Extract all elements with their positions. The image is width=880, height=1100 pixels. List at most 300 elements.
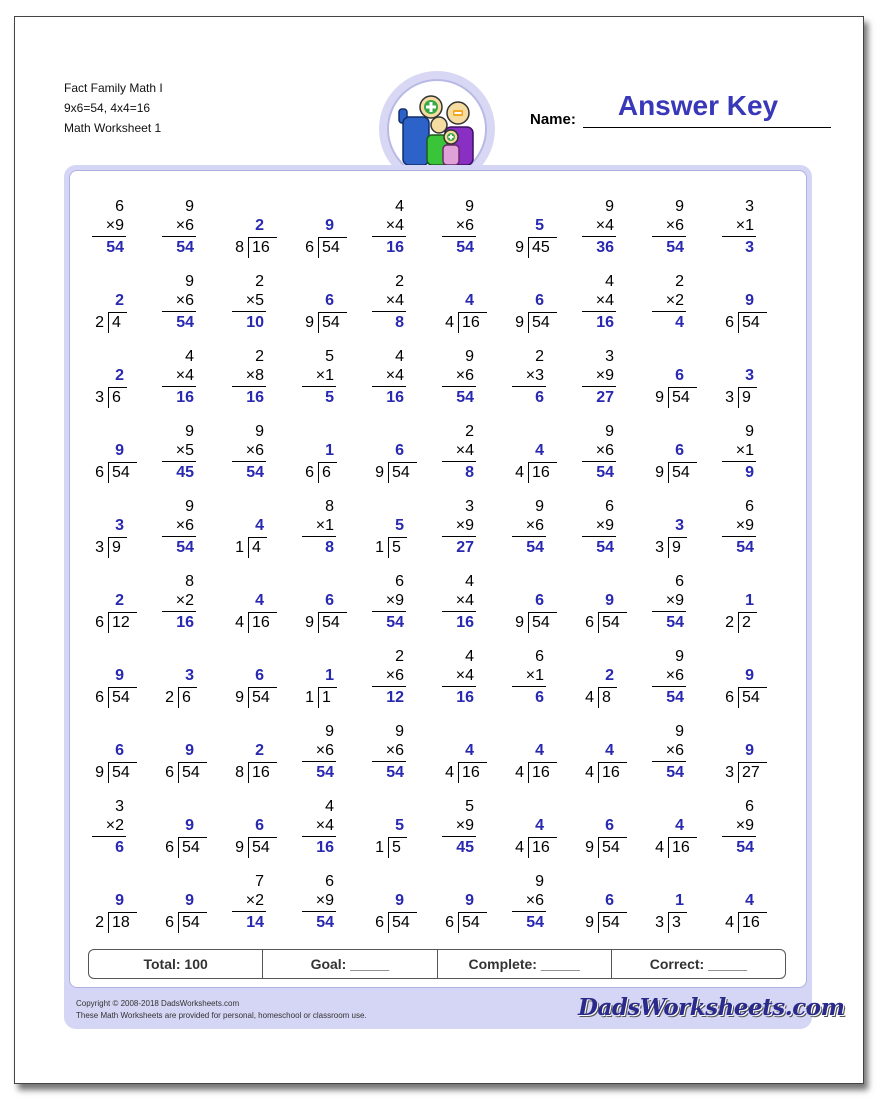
problem (500, 872, 570, 934)
multiplicand: 4 (395, 198, 404, 215)
problem (640, 347, 710, 409)
problem (290, 647, 360, 709)
product-answer: 54 (666, 764, 684, 781)
answer-rule (372, 686, 406, 687)
problem (640, 722, 710, 784)
dividend: 6 (322, 464, 331, 481)
problem (570, 272, 640, 334)
multiplicand: 4 (325, 798, 334, 815)
problem (290, 347, 360, 409)
divisor: 3 (725, 389, 734, 406)
answer-rule (92, 836, 126, 837)
product-answer: 16 (176, 614, 194, 631)
product-answer: 6 (115, 839, 124, 856)
multiplier: ×6 (595, 442, 614, 459)
quotient-answer: 6 (535, 592, 544, 609)
multiplier: ×6 (175, 292, 194, 309)
dividend: 54 (182, 914, 200, 931)
problem (500, 347, 570, 409)
dividend: 54 (182, 839, 200, 856)
problem (500, 797, 570, 859)
product-answer: 4 (675, 314, 684, 331)
divisor: 6 (585, 614, 594, 631)
answer-rule (582, 536, 616, 537)
dividend: 54 (602, 614, 620, 631)
fact-family-people-icon (397, 91, 477, 167)
multiplier: ×2 (175, 592, 194, 609)
problem (710, 272, 780, 334)
answer-rule (722, 536, 756, 537)
dividend: 16 (672, 839, 690, 856)
problem (220, 647, 290, 709)
multiplicand: 6 (535, 648, 544, 665)
problem (220, 347, 290, 409)
answer-rule (372, 311, 406, 312)
problem (570, 497, 640, 559)
multiplicand: 9 (675, 648, 684, 665)
problem (290, 497, 360, 559)
answer-rule (512, 386, 546, 387)
problem (430, 722, 500, 784)
multiplier: ×4 (455, 667, 474, 684)
problem (150, 647, 220, 709)
multiplier: ×4 (385, 217, 404, 234)
problem (570, 797, 640, 859)
problem (290, 872, 360, 934)
problem (150, 497, 220, 559)
divisor: 4 (585, 764, 594, 781)
answer-rule (512, 686, 546, 687)
dividend: 9 (742, 389, 751, 406)
dividend: 54 (462, 914, 480, 931)
quotient-answer: 4 (255, 517, 264, 534)
divisor: 3 (95, 539, 104, 556)
answer-rule (722, 461, 756, 462)
problem (640, 572, 710, 634)
divisor: 3 (725, 764, 734, 781)
divisor: 4 (515, 764, 524, 781)
divisor: 4 (515, 464, 524, 481)
answer-key-label: Answer Key (617, 90, 779, 121)
problem (570, 422, 640, 484)
multiplicand: 2 (535, 348, 544, 365)
multiplier: ×4 (175, 367, 194, 384)
answer-rule (512, 911, 546, 912)
divisor: 9 (515, 239, 524, 256)
multiplicand: 3 (605, 348, 614, 365)
quotient-answer: 6 (115, 742, 124, 759)
quotient-answer: 9 (115, 442, 124, 459)
problem (290, 722, 360, 784)
product-answer: 54 (596, 539, 614, 556)
problem (570, 722, 640, 784)
divisor: 6 (305, 464, 314, 481)
multiplier: ×6 (665, 217, 684, 234)
problem (360, 497, 430, 559)
problem (430, 422, 500, 484)
answer-rule (442, 386, 476, 387)
quotient-answer: 2 (605, 667, 614, 684)
divisor: 4 (655, 839, 664, 856)
problem (220, 572, 290, 634)
quotient-answer: 5 (535, 217, 544, 234)
product-answer: 6 (535, 689, 544, 706)
dividend: 54 (252, 839, 270, 856)
quotient-answer: 2 (115, 292, 124, 309)
multiplier: ×6 (665, 742, 684, 759)
divisor: 2 (725, 614, 734, 631)
product-answer: 45 (456, 839, 474, 856)
problem (150, 197, 220, 259)
quotient-answer: 2 (115, 367, 124, 384)
multiplicand: 6 (745, 798, 754, 815)
problem (290, 797, 360, 859)
divisor: 9 (655, 464, 664, 481)
problem (80, 572, 150, 634)
divisor: 2 (165, 689, 174, 706)
product-answer: 6 (535, 389, 544, 406)
problem (500, 497, 570, 559)
answer-rule (652, 686, 686, 687)
problem (710, 872, 780, 934)
multiplicand: 6 (675, 573, 684, 590)
multiplier: ×2 (665, 292, 684, 309)
dividend: 54 (322, 614, 340, 631)
divisor: 4 (515, 839, 524, 856)
goal-field[interactable]: Goal: _____ (263, 950, 437, 978)
score-bar (88, 949, 786, 979)
quotient-answer: 4 (255, 592, 264, 609)
problem (500, 647, 570, 709)
correct-field[interactable]: Correct: _____ (649, 956, 748, 972)
divisor: 6 (95, 614, 104, 631)
product-answer: 27 (456, 539, 474, 556)
product-answer: 8 (395, 314, 404, 331)
problem (80, 872, 150, 934)
problem (430, 272, 500, 334)
dividend: 16 (532, 839, 550, 856)
multiplicand: 9 (185, 423, 194, 440)
multiplier: ×6 (665, 667, 684, 684)
quotient-answer: 6 (325, 292, 334, 309)
dividend: 9 (672, 539, 681, 556)
dividend: 2 (742, 614, 751, 631)
multiplicand: 9 (185, 498, 194, 515)
multiplicand: 6 (745, 498, 754, 515)
product-answer: 54 (386, 764, 404, 781)
multiplier: ×4 (595, 217, 614, 234)
product-answer: 45 (176, 464, 194, 481)
divisor: 1 (375, 839, 384, 856)
problem (360, 347, 430, 409)
quotient-answer: 6 (395, 442, 404, 459)
multiplier: ×2 (245, 892, 264, 909)
answer-rule (652, 311, 686, 312)
divisor: 9 (585, 839, 594, 856)
quotient-answer: 4 (675, 817, 684, 834)
quotient-answer: 9 (745, 292, 754, 309)
answer-rule (232, 386, 266, 387)
quotient-answer: 6 (325, 592, 334, 609)
quotient-answer: 9 (465, 892, 474, 909)
answer-rule (582, 311, 616, 312)
quotient-answer: 6 (255, 817, 264, 834)
dividend: 16 (532, 764, 550, 781)
problem (150, 797, 220, 859)
dividend: 54 (672, 464, 690, 481)
quotient-answer: 6 (675, 442, 684, 459)
quotient-answer: 4 (465, 292, 474, 309)
quotient-answer: 9 (185, 817, 194, 834)
divisor: 9 (655, 389, 664, 406)
problem (150, 347, 220, 409)
answer-rule (302, 761, 336, 762)
multiplicand: 9 (745, 423, 754, 440)
divisor: 6 (95, 689, 104, 706)
quotient-answer: 9 (325, 217, 334, 234)
dividend: 54 (112, 764, 130, 781)
answer-rule (582, 386, 616, 387)
complete-field[interactable]: Complete: _____ (438, 950, 612, 978)
multiplicand: 9 (185, 198, 194, 215)
problem (710, 572, 780, 634)
worksheet-title: Fact Family Math I (64, 81, 163, 95)
answer-rule (162, 536, 196, 537)
problem (710, 497, 780, 559)
answer-rule (372, 386, 406, 387)
quotient-answer: 6 (675, 367, 684, 384)
dividend: 54 (322, 239, 340, 256)
product-answer: 9 (745, 464, 754, 481)
answer-rule (92, 236, 126, 237)
divisor: 4 (585, 689, 594, 706)
quotient-answer: 4 (535, 442, 544, 459)
answer-rule (722, 236, 756, 237)
product-answer: 54 (246, 464, 264, 481)
divisor: 4 (445, 764, 454, 781)
product-answer: 16 (596, 314, 614, 331)
product-answer: 3 (745, 239, 754, 256)
name-field-line[interactable] (583, 127, 831, 128)
multiplier: ×9 (665, 592, 684, 609)
problem (290, 272, 360, 334)
answer-rule (302, 536, 336, 537)
quotient-answer: 4 (745, 892, 754, 909)
multiplicand: 7 (255, 873, 264, 890)
dividend: 54 (532, 614, 550, 631)
quotient-answer: 5 (395, 817, 404, 834)
problem (430, 647, 500, 709)
answer-rule (162, 611, 196, 612)
multiplicand: 2 (255, 348, 264, 365)
quotient-answer: 6 (605, 892, 614, 909)
divisor: 6 (375, 914, 384, 931)
divisor: 6 (725, 314, 734, 331)
multiplicand: 4 (185, 348, 194, 365)
problem (80, 347, 150, 409)
problem (500, 572, 570, 634)
product-answer: 54 (316, 764, 334, 781)
divisor: 1 (375, 539, 384, 556)
quotient-answer: 2 (115, 592, 124, 609)
problem (290, 422, 360, 484)
quotient-answer: 4 (465, 742, 474, 759)
quotient-answer: 9 (185, 892, 194, 909)
multiplier: ×6 (175, 517, 194, 534)
problem (710, 347, 780, 409)
quotient-answer: 6 (535, 292, 544, 309)
problem (360, 647, 430, 709)
multiplicand: 6 (325, 873, 334, 890)
product-answer: 16 (456, 689, 474, 706)
problem (80, 722, 150, 784)
problem (150, 272, 220, 334)
multiplier: ×9 (595, 367, 614, 384)
multiplier: ×3 (525, 367, 544, 384)
dividend: 54 (672, 389, 690, 406)
answer-rule (442, 836, 476, 837)
problem (640, 872, 710, 934)
multiplicand: 9 (465, 198, 474, 215)
divisor: 6 (305, 239, 314, 256)
answer-rule (232, 461, 266, 462)
problem (220, 797, 290, 859)
quotient-answer: 3 (115, 517, 124, 534)
dividend: 16 (252, 239, 270, 256)
answer-rule (442, 611, 476, 612)
name-label: Name: (530, 111, 576, 128)
answer-rule (162, 461, 196, 462)
divisor: 3 (655, 539, 664, 556)
divisor: 9 (375, 464, 384, 481)
dividend: 16 (742, 914, 760, 931)
multiplier: ×1 (315, 367, 334, 384)
dividend: 54 (602, 839, 620, 856)
product-answer: 16 (386, 389, 404, 406)
answer-rule (302, 836, 336, 837)
multiplicand: 9 (535, 873, 544, 890)
dividend: 16 (462, 764, 480, 781)
answer-rule (652, 611, 686, 612)
problem (710, 422, 780, 484)
dividend: 5 (392, 839, 401, 856)
multiplier: ×1 (735, 217, 754, 234)
multiplicand: 4 (465, 648, 474, 665)
quotient-answer: 4 (535, 817, 544, 834)
product-answer: 16 (246, 389, 264, 406)
dividend: 54 (182, 764, 200, 781)
divisor: 9 (585, 914, 594, 931)
multiplier: ×6 (455, 367, 474, 384)
divisor: 2 (95, 914, 104, 931)
product-answer: 54 (456, 389, 474, 406)
quotient-answer: 6 (255, 667, 264, 684)
problem (570, 872, 640, 934)
multiplier: ×9 (315, 892, 334, 909)
problem (150, 572, 220, 634)
divisor: 8 (235, 239, 244, 256)
divisor: 9 (305, 614, 314, 631)
product-answer: 54 (176, 239, 194, 256)
multiplicand: 3 (465, 498, 474, 515)
multiplier: ×5 (175, 442, 194, 459)
multiplicand: 3 (115, 798, 124, 815)
problem (360, 797, 430, 859)
divisor: 6 (445, 914, 454, 931)
divisor: 3 (95, 389, 104, 406)
multiplier: ×4 (385, 367, 404, 384)
multiplicand: 4 (395, 348, 404, 365)
answer-rule (372, 236, 406, 237)
divisor: 9 (235, 839, 244, 856)
problem (710, 797, 780, 859)
product-answer: 16 (316, 839, 334, 856)
dividend: 4 (112, 314, 121, 331)
problem (360, 197, 430, 259)
quotient-answer: 1 (325, 667, 334, 684)
problem (710, 197, 780, 259)
product-answer: 16 (456, 614, 474, 631)
quotient-answer: 3 (675, 517, 684, 534)
problem (640, 647, 710, 709)
product-answer: 10 (246, 314, 264, 331)
quotient-answer: 2 (255, 742, 264, 759)
product-answer: 5 (325, 389, 334, 406)
multiplier: ×9 (735, 817, 754, 834)
multiplier: ×9 (385, 592, 404, 609)
divisor: 4 (445, 314, 454, 331)
quotient-answer: 3 (185, 667, 194, 684)
multiplicand: 6 (115, 198, 124, 215)
multiplier: ×6 (525, 892, 544, 909)
answer-rule (722, 836, 756, 837)
answer-rule (442, 536, 476, 537)
problem (80, 272, 150, 334)
divisor: 6 (165, 914, 174, 931)
problem (220, 497, 290, 559)
divisor: 6 (95, 464, 104, 481)
multiplier: ×1 (735, 442, 754, 459)
multiplicand: 5 (465, 798, 474, 815)
divisor: 4 (235, 614, 244, 631)
product-answer: 54 (666, 689, 684, 706)
problem (220, 872, 290, 934)
worksheet-subtitle: 9x6=54, 4x4=16 (64, 101, 151, 115)
dividend: 3 (672, 914, 681, 931)
multiplicand: 5 (325, 348, 334, 365)
answer-rule (162, 311, 196, 312)
product-answer: 54 (176, 539, 194, 556)
copyright-notice (76, 998, 367, 1022)
problem (640, 272, 710, 334)
multiplicand: 9 (605, 423, 614, 440)
product-answer: 54 (176, 314, 194, 331)
multiplier: ×6 (245, 442, 264, 459)
problem (150, 722, 220, 784)
answer-rule (652, 761, 686, 762)
divisor: 6 (165, 764, 174, 781)
multiplicand: 2 (675, 273, 684, 290)
quotient-answer: 1 (325, 442, 334, 459)
multiplicand: 8 (325, 498, 334, 515)
divisor: 2 (95, 314, 104, 331)
answer-rule (302, 386, 336, 387)
dividend: 5 (392, 539, 401, 556)
multiplier: ×9 (455, 517, 474, 534)
answer-rule (512, 536, 546, 537)
divisor: 4 (725, 914, 734, 931)
product-answer: 54 (316, 914, 334, 931)
